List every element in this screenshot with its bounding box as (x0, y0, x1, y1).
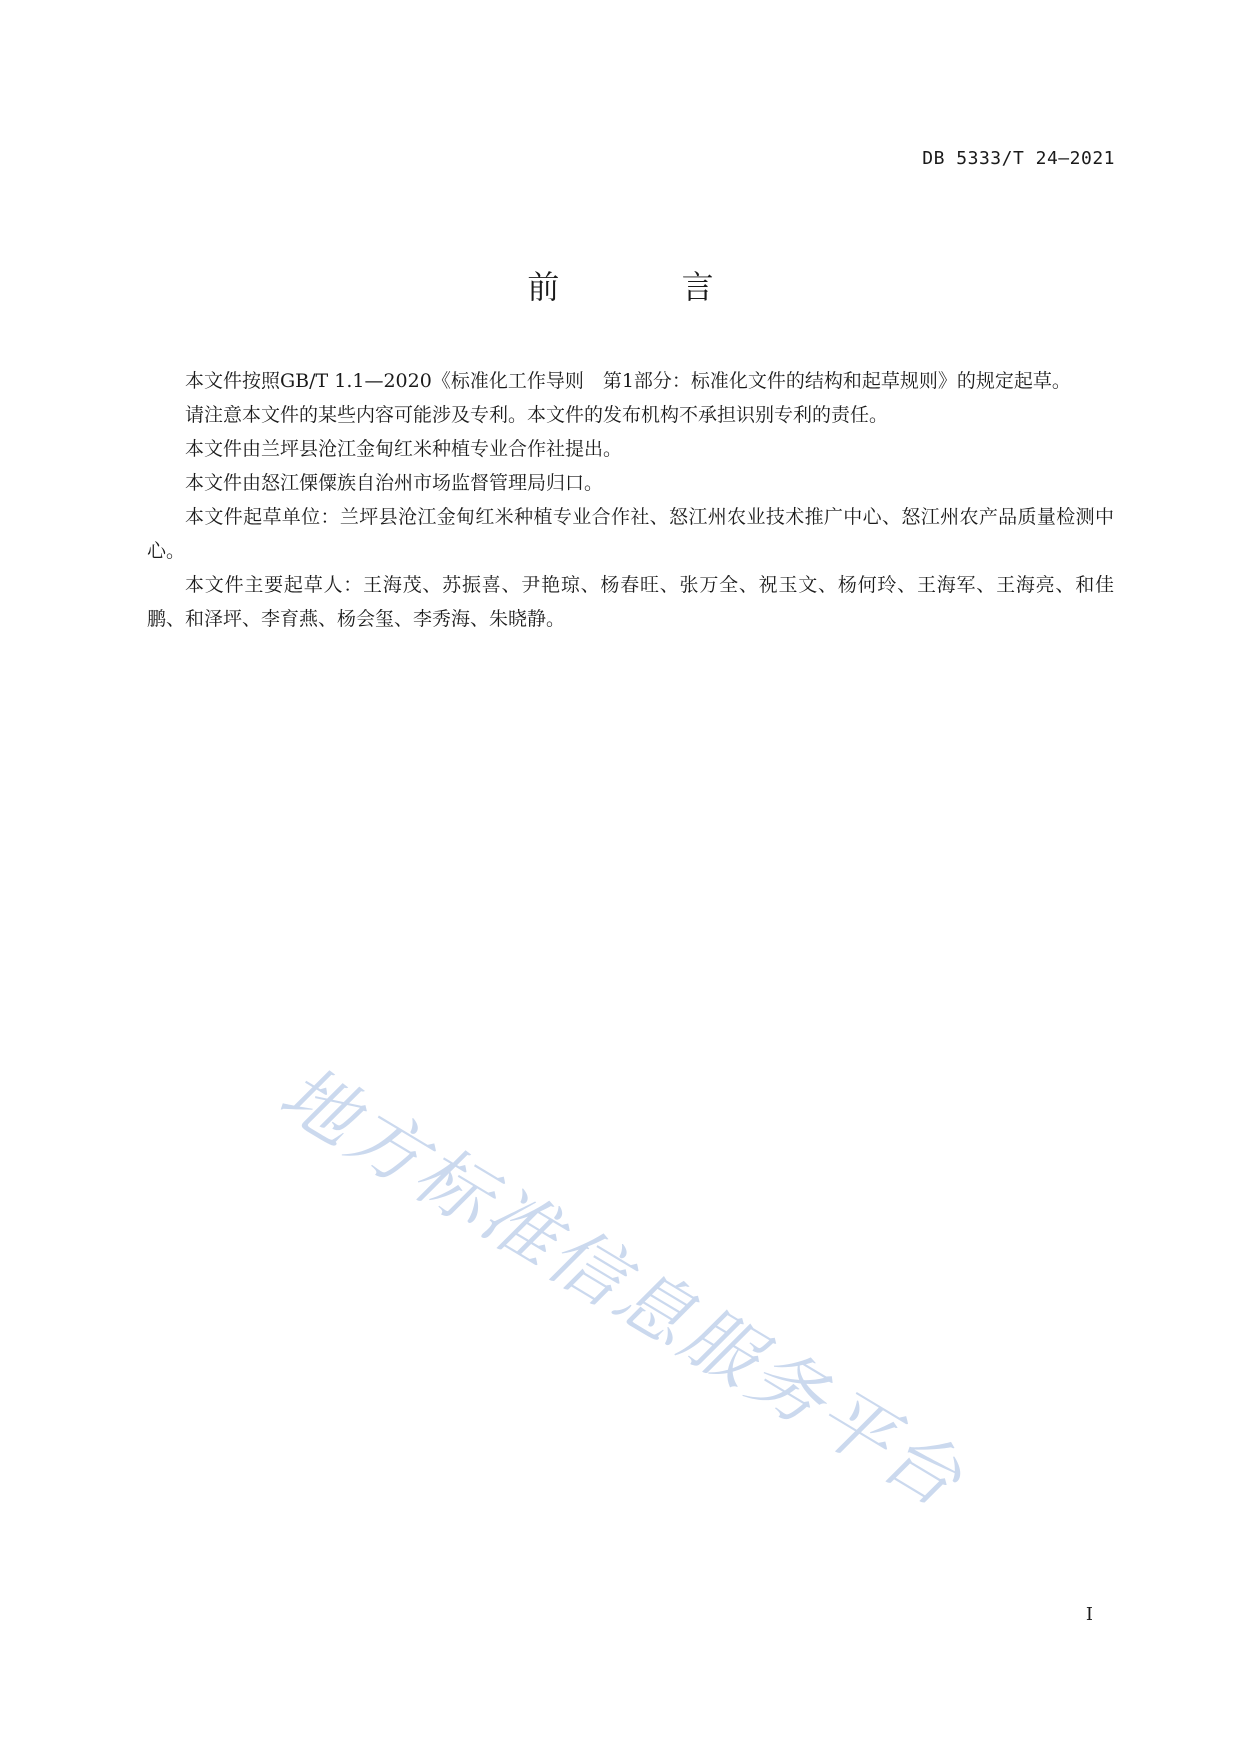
paragraph-drafters: 本文件主要起草人：王海茂、苏振喜、尹艳琼、杨春旺、张万全、祝玉文、杨何玲、王海军、王海亮、和佳鹏、和泽坪、李育燕、杨会玺、李秀海、朱晓静。 (147, 574, 1114, 630)
page-number: I (1085, 1604, 1093, 1625)
paragraph-drafting-units: 本文件起草单位：兰坪县沧江金甸红米种植专业合作社、怒江州农业技术推广中心、怒江州农产品质量检测中心。 (147, 506, 1114, 562)
watermark-text: 地方标准信息服务平台 (265, 1049, 979, 1526)
paragraph-patent-notice: 请注意本文件的某些内容可能涉及专利。本文件的发布机构不承担识别专利的责任。 (185, 404, 889, 426)
document-code: DB 5333/T 24—2021 (922, 148, 1115, 169)
page-title: 前 言 (527, 268, 770, 306)
paragraph-drafting-rules: 本文件按照GB/T 1.1—2020《标准化工作导则 第1部分：标准化文件的结构和起草规则》的规定起草。 (185, 370, 1071, 392)
paragraph-administrator: 本文件由怒江傈僳族自治州市场监督管理局归口。 (185, 472, 604, 494)
foreword-body (147, 364, 1114, 636)
paragraph-proposer: 本文件由兰坪县沧江金甸红米种植专业合作社提出。 (185, 438, 623, 460)
